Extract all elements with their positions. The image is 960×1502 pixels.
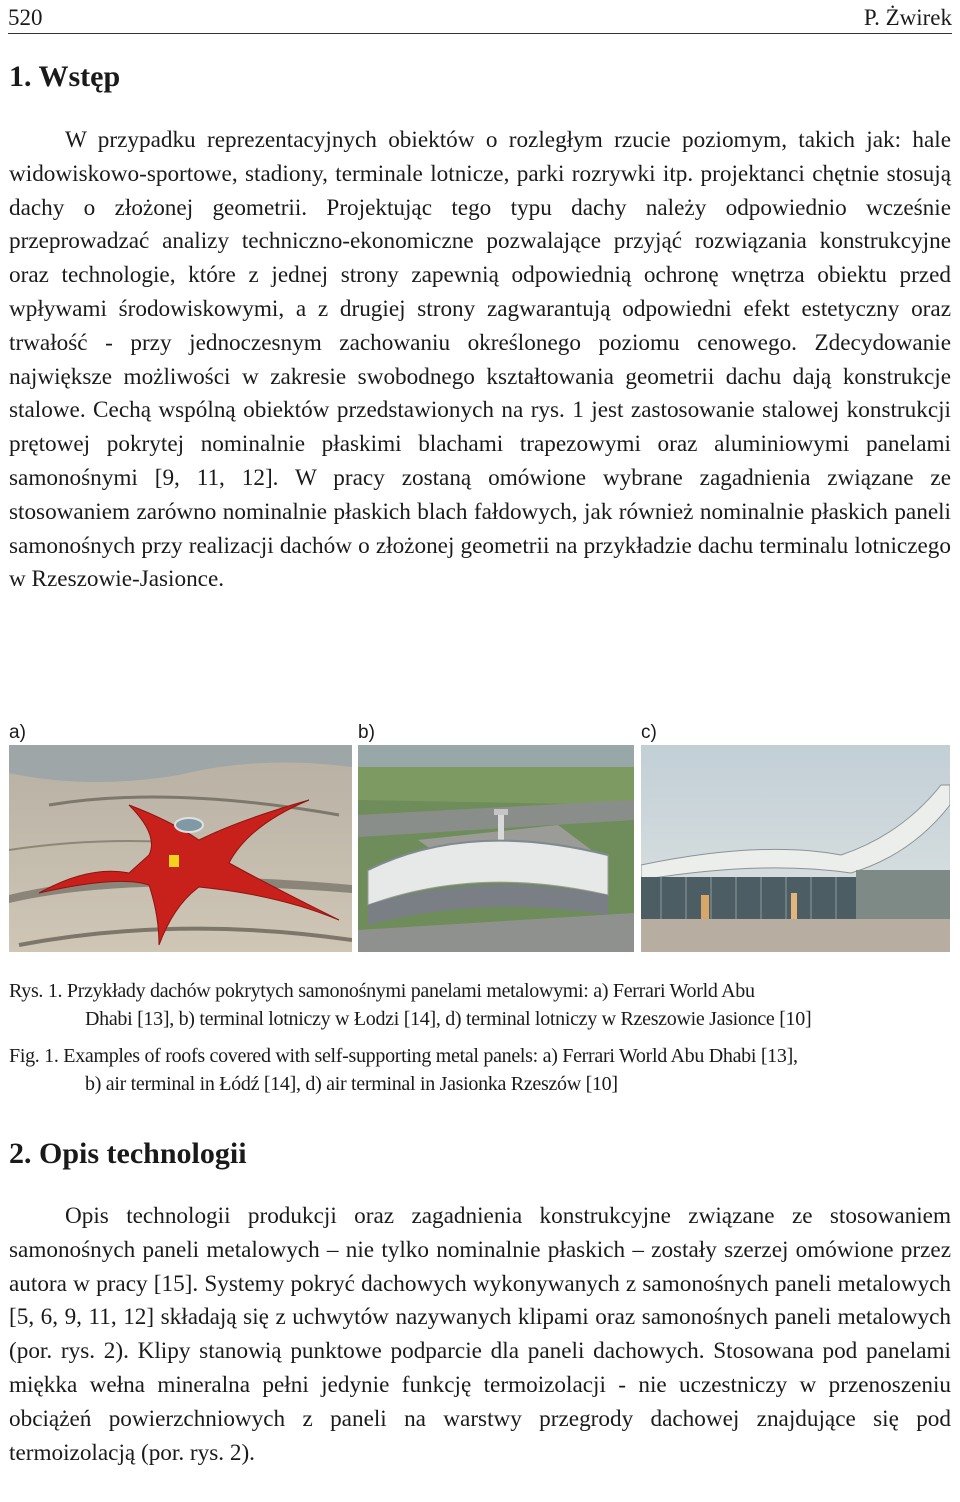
page-number: 520 <box>8 5 43 30</box>
caption-pl-line-1: Rys. 1. Przykłady dachów pokrytych samonośnymi panelami metalowymi: a) Ferrari World Abu <box>9 980 755 1002</box>
section-2-heading: 2. Opis technologii <box>9 1137 247 1170</box>
figure-label-c: c) <box>641 722 657 743</box>
caption-pl-line-2: Dhabi [13], b) terminal lotniczy w Łodzi [14], d) terminal lotniczy w Rzeszowie Jasionce [10] <box>85 1008 812 1030</box>
section-2-paragraph: Opis technologii produkcji oraz zagadnienia konstrukcyjne związane ze stosowaniem samonośnych paneli metalowych – nie tylko nominalnie płaskich – zostały szerzej omówione przez autora w pracy [15]. Systemy pokryć dachowych wykonywanych z samonośnych paneli metalowych [5, 6, 9, 11, 12] składają się z uchwytów nazywanych klipami oraz samonośnych paneli metalowych (por. rys. 2). Klipy stanowią punktowe podparcie dla paneli dachowych. Stosowana pod panelami miękka wełna mineralna pełni jedynie funkcję termoizolacji - nie uczestniczy w przenoszeniu obciążeń powierzchniowych z paneli na warstwy przegrody dachowej znajdujące się pod termoizolacją (por. rys. 2). <box>9 1203 951 1466</box>
page-header <box>8 2 952 34</box>
photo-ferrari-world <box>9 745 352 952</box>
photo-rzeszow-terminal <box>641 745 950 952</box>
running-author: P. Żwirek <box>863 5 952 30</box>
caption-en-line-1: Fig. 1. Examples of roofs covered with self-supporting metal panels: a) Ferrari World Abu Dhabi [13], <box>9 1045 798 1067</box>
figure-caption-polish <box>9 977 954 1033</box>
figure-caption-english <box>9 1042 954 1098</box>
caption-en-line-2: b) air terminal in Łódź [14], d) air terminal in Jasionka Rzeszów [10] <box>85 1073 618 1095</box>
section-1-heading: 1. Wstęp <box>9 60 121 93</box>
photo-lodz-terminal <box>358 745 634 952</box>
figure-label-a: a) <box>9 722 26 743</box>
figure-label-b: b) <box>358 722 375 743</box>
section-1-paragraph: W przypadku reprezentacyjnych obiektów o rozległym rzucie poziomym, takich jak: hale widowiskowo-sportowe, stadiony, terminale lotnicze, parki rozrywki itp. projektanci chętnie stosują dachy o złożonej geometrii. Projektując tego typu dachy należy odpowiednio wcześnie przeprowadzać analizy techniczno-ekonomiczne pozwalające przyjąć rozwiązania konstrukcyjne oraz technologie, które z jednej strony zapewnią odpowiednią ochronę wnętrza obiektu przed wpływami środowiskowymi, a z drugiej strony zagwarantują odpowiedni efekt estetyczny oraz trwałość - przy jednoczesnym zachowaniu określonego poziomu cenowego. Zdecydowanie największe możliwości w zakresie swobodnego kształtowania geometrii dachu dają konstrukcje stalowe. Cechą wspólną obiektów przedstawionych na rys. 1 jest zastosowanie stalowej konstrukcji prętowej pokrytej nominalnie płaskimi blachami trapezowymi oraz aluminiowymi panelami samonośnymi [9, 11, 12]. W pracy zostaną omówione wybrane zagadnienia związane ze stosowaniem zarówno nominalnie płaskich blach fałdowych, jak również nominalnie płaskich paneli samonośnych przy realizacji dachów o złożonej geometrii na przykładzie dachu terminalu lotniczego w Rzeszowie-Jasionce. <box>9 127 951 593</box>
